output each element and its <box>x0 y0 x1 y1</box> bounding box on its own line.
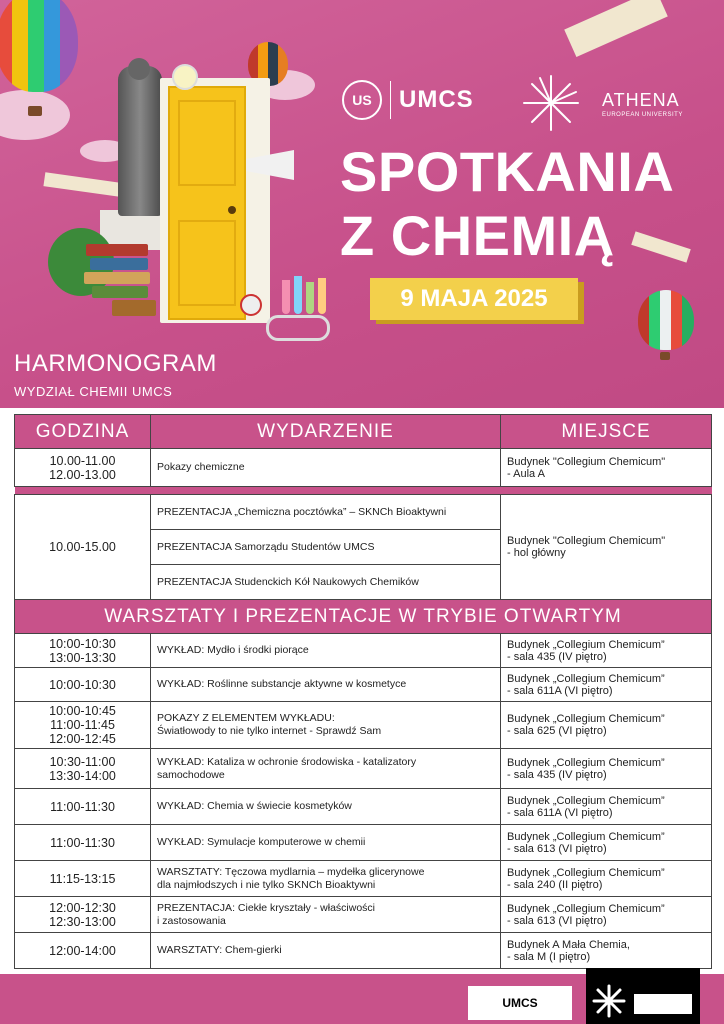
table-row <box>15 634 712 668</box>
event-cell: PREZENTACJA Samorządu Studentów UMCS <box>151 530 501 565</box>
schedule-heading: HARMONOGRAM <box>14 350 217 377</box>
balloon-basket <box>660 352 670 360</box>
hero-banner <box>0 0 724 408</box>
table-header-row <box>15 415 712 449</box>
place-cell: Budynek „Collegium Chemicum” - sala 435 (IV piętro) <box>501 634 712 668</box>
event-cell: PREZENTACJA „Chemiczna pocztówka” – SKNCh Bioaktywni <box>151 495 501 530</box>
statue-icon <box>118 66 162 216</box>
event-cell: WARSZTATY: Tęczowa mydlarnia – mydełka glicerynowe dla najmłodszych i nie tylko SKNCh Bioaktywni <box>151 861 501 897</box>
door-panel <box>178 100 236 186</box>
row-spacer <box>15 487 712 495</box>
table-row <box>15 897 712 933</box>
statue-head <box>128 58 150 80</box>
door-panel <box>178 220 236 306</box>
place-cell: Budynek "Collegium Chemicum" - Aula A <box>501 449 712 487</box>
time-cell: 11:00-11:30 <box>15 789 151 825</box>
footer-umcs-logo: UMCS <box>468 986 572 1020</box>
time-cell: 10:00-10:30 13:00-13:30 <box>15 634 151 668</box>
place-cell: Budynek „Collegium Chemicum” - sala 611A (VI piętro) <box>501 789 712 825</box>
book-stack-icon <box>84 272 150 284</box>
umcs-logo <box>342 80 474 120</box>
table-row <box>15 749 712 789</box>
place-cell: Budynek „Collegium Chemicum” - sala 611A (VI piętro) <box>501 668 712 702</box>
table-row <box>15 702 712 749</box>
event-cell: WYKŁAD: Kataliza w ochronie środowiska - katalizatory samochodowe <box>151 749 501 789</box>
place-cell: Budynek „Collegium Chemicum” - sala 625 (VI piętro) <box>501 702 712 749</box>
schedule-table <box>14 414 712 969</box>
test-tube-icon <box>294 276 302 314</box>
safety-goggles-icon <box>266 315 330 341</box>
place-cell: Budynek „Collegium Chemicum” - sala 613 (VI piętro) <box>501 897 712 933</box>
time-cell: 10:30-11:00 13:30-14:00 <box>15 749 151 789</box>
book-stack-icon <box>90 258 148 270</box>
place-cell: Budynek „Collegium Chemicum” - sala 240 (II piętro) <box>501 861 712 897</box>
balloon-basket <box>28 106 42 116</box>
time-cell: 10.00-11.00 12.00-13.00 <box>15 449 151 487</box>
event-cell: WYKŁAD: Chemia w świecie kosmetyków <box>151 789 501 825</box>
book-stack-icon <box>112 300 156 316</box>
time-cell: 10:00-10:45 11:00-11:45 12:00-12:45 <box>15 702 151 749</box>
table-row <box>15 668 712 702</box>
department-subtitle: WYDZIAŁ CHEMII UMCS <box>14 384 173 399</box>
title-line-1: SPOTKANIA <box>340 140 675 203</box>
table-row <box>15 825 712 861</box>
header-time: GODZINA <box>15 415 151 449</box>
athena-subtitle: EUROPEAN UNIVERSITY <box>602 112 683 118</box>
place-cell: Budynek "Collegium Chemicum" - hol główny <box>501 495 712 600</box>
flying-book-icon <box>564 0 668 57</box>
athena-star-icon <box>522 74 580 132</box>
hot-air-balloon-icon <box>638 290 694 350</box>
header-event: WYDARZENIE <box>151 415 501 449</box>
athena-logo <box>602 90 683 118</box>
place-cell: Budynek „Collegium Chemicum” - sala 613 (VI piętro) <box>501 825 712 861</box>
time-cell: 11:15-13:15 <box>15 861 151 897</box>
event-cell: WYKŁAD: Symulacje komputerowe w chemii <box>151 825 501 861</box>
table-row <box>15 449 712 487</box>
section-title: WARSZTATY I PREZENTACJE W TRYBIE OTWARTYM <box>15 600 712 634</box>
book-stack-icon <box>86 244 148 256</box>
place-cell: Budynek „Collegium Chemicum” - sala 435 (IV piętro) <box>501 749 712 789</box>
table-row <box>15 495 712 530</box>
event-cell: PREZENTACJA Studenckich Kół Naukowych Chemików <box>151 565 501 600</box>
test-tube-icon <box>306 282 314 314</box>
event-cell: WYKŁAD: Roślinne substancje aktywne w kosmetyce <box>151 668 501 702</box>
book-stack-icon <box>92 286 148 298</box>
flying-book-icon <box>43 172 128 198</box>
footer-star-icon <box>592 984 626 1018</box>
time-cell: 10.00-15.00 <box>15 495 151 600</box>
test-tube-icon <box>318 278 326 314</box>
test-tube-icon <box>282 280 290 314</box>
event-title <box>340 140 674 268</box>
table-row <box>15 861 712 897</box>
hot-air-balloon-icon <box>0 0 78 92</box>
date-banner: 9 MAJA 2025 <box>370 278 578 320</box>
alarm-clock-icon <box>240 294 262 316</box>
event-cell: Pokazy chemiczne <box>151 449 501 487</box>
event-cell: WARSZTATY: Chem-gierki <box>151 933 501 969</box>
event-cell: WYKŁAD: Mydło i środki piorące <box>151 634 501 668</box>
table-row <box>15 789 712 825</box>
table-row <box>15 933 712 969</box>
umcs-logo-text: UMCS <box>399 86 474 113</box>
header-place: MIEJSCE <box>501 415 712 449</box>
umcs-seal-icon: US <box>342 80 382 120</box>
footer-logo-box <box>634 994 692 1014</box>
lightbulb-icon <box>172 64 198 90</box>
time-cell: 12:00-14:00 <box>15 933 151 969</box>
time-cell: 11:00-11:30 <box>15 825 151 861</box>
event-cell: POKAZY Z ELEMENTEM WYKŁADU: Światłowody to nie tylko internet - Sprawdź Sam <box>151 702 501 749</box>
logo-divider <box>390 81 391 119</box>
section-header-row <box>15 600 712 634</box>
door-knob <box>228 206 236 214</box>
athena-title: ATHENA <box>602 90 680 110</box>
time-cell: 12:00-12:30 12:30-13:00 <box>15 897 151 933</box>
place-cell: Budynek A Mała Chemia, - sala M (I piętro) <box>501 933 712 969</box>
event-cell: PREZENTACJA: Ciekłe kryształy - właściwości i zastosowania <box>151 897 501 933</box>
title-line-2: Z CHEMIĄ <box>340 204 615 267</box>
time-cell: 10:00-10:30 <box>15 668 151 702</box>
